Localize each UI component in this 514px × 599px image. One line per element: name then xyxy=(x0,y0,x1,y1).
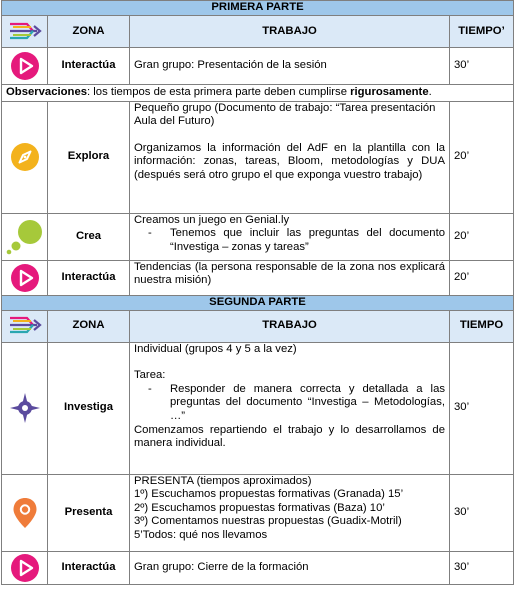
trabajo-paragraph: Organizamos la información del AdF en la plantilla con la información: zonas, tareas, Bloom, metodologías y DUA (después será otro grupo el que exponga vuestro trabajo) xyxy=(134,141,445,181)
list-item: - Tenemos que incluir las preguntas del documento “Investiga – zonas y tareas” xyxy=(170,227,445,254)
table-row xyxy=(2,48,514,85)
observaciones-bold: rigurosamente xyxy=(350,86,429,98)
trabajo-paragraph: Pequeño grupo (Documento de trabajo: “Tarea presentación Aula del Futuro) xyxy=(134,101,436,128)
tiempo-value: 20’ xyxy=(450,101,514,213)
zona-explora: Explora xyxy=(48,101,130,213)
zona-investiga: Investiga xyxy=(48,342,130,474)
observaciones-text: : los tiempos de esta primera parte deben cumplirse xyxy=(87,86,351,98)
trabajo-paragraph: Creamos un juego en Genial.ly xyxy=(134,213,290,226)
section-title-part1: PRIMERA PARTE xyxy=(2,1,514,16)
compass-rose-icon xyxy=(8,391,42,425)
location-pin-icon xyxy=(12,497,38,529)
tiempo-value: 30’ xyxy=(450,342,514,474)
zona-crea: Crea xyxy=(48,213,130,260)
presenta-line: 3º) Comentamos nuestras propuestas (Guadix-Motril) xyxy=(134,515,402,528)
zona-presenta: Presenta xyxy=(48,474,130,551)
trabajo-text: Tendencias (la persona responsable de la zona nos explicará nuestra misión) xyxy=(130,260,450,295)
header-zona: ZONA xyxy=(48,16,130,48)
header-arrows-cell xyxy=(2,310,48,342)
header-arrows-cell xyxy=(2,16,48,48)
presenta-line: PRESENTA (tiempos aproximados) xyxy=(134,474,312,487)
trabajo-text: Gran grupo: Cierre de la formación xyxy=(130,551,450,584)
tiempo-value: 30’ xyxy=(450,48,514,85)
trabajo-paragraph: Individual (grupos 4 y 5 a la vez) xyxy=(134,342,297,355)
observaciones-end: . xyxy=(428,86,432,98)
play-icon xyxy=(10,51,40,81)
bubbles-icon xyxy=(5,219,45,255)
header-trabajo: TRABAJO xyxy=(130,16,450,48)
header-tiempo: TIEMPO’ xyxy=(450,16,514,48)
zona-interactua: Interactúa xyxy=(48,260,130,295)
header-trabajo: TRABAJO xyxy=(130,310,450,342)
presenta-line: 5’Todos: qué nos llevamos xyxy=(134,528,268,541)
tiempo-value: 20’ xyxy=(450,260,514,295)
header-tiempo: TIEMPO xyxy=(450,310,514,342)
table-row xyxy=(2,551,514,584)
tiempo-value: 20’ xyxy=(450,213,514,260)
section-title-part2: SEGUNDA PARTE xyxy=(2,295,514,310)
play-icon xyxy=(10,553,40,583)
agenda-table xyxy=(1,0,514,585)
trabajo-paragraph: Comenzamos repartiendo el trabajo y lo desarrollamos de manera individual. xyxy=(134,423,445,450)
arrows-icon xyxy=(7,19,43,45)
observaciones-note xyxy=(2,85,514,102)
table-row xyxy=(2,213,514,260)
compass-icon xyxy=(10,142,40,172)
zona-interactua: Interactúa xyxy=(48,551,130,584)
trabajo-paragraph: Tarea: xyxy=(134,369,166,382)
zona-interactua: Interactúa xyxy=(48,48,130,85)
play-icon xyxy=(10,263,40,293)
header-zona: ZONA xyxy=(48,310,130,342)
table-row xyxy=(2,260,514,295)
list-item: - Responder de manera correcta y detallada a las preguntas del documento “Investiga – Metodologías, …” xyxy=(170,383,445,424)
tiempo-value: 30’ xyxy=(450,474,514,551)
presenta-line: 1º) Escuchamos propuestas formativas (Granada) 15’ xyxy=(134,488,404,501)
observaciones-label: Observaciones xyxy=(6,86,88,98)
trabajo-text: Gran grupo: Presentación de la sesión xyxy=(130,48,450,85)
table-row xyxy=(2,474,514,551)
arrows-icon xyxy=(7,313,43,339)
tiempo-value: 30’ xyxy=(450,551,514,584)
presenta-line: 2º) Escuchamos propuestas formativas (Baza) 10’ xyxy=(134,501,385,514)
table-row xyxy=(2,101,514,213)
table-row xyxy=(2,342,514,474)
